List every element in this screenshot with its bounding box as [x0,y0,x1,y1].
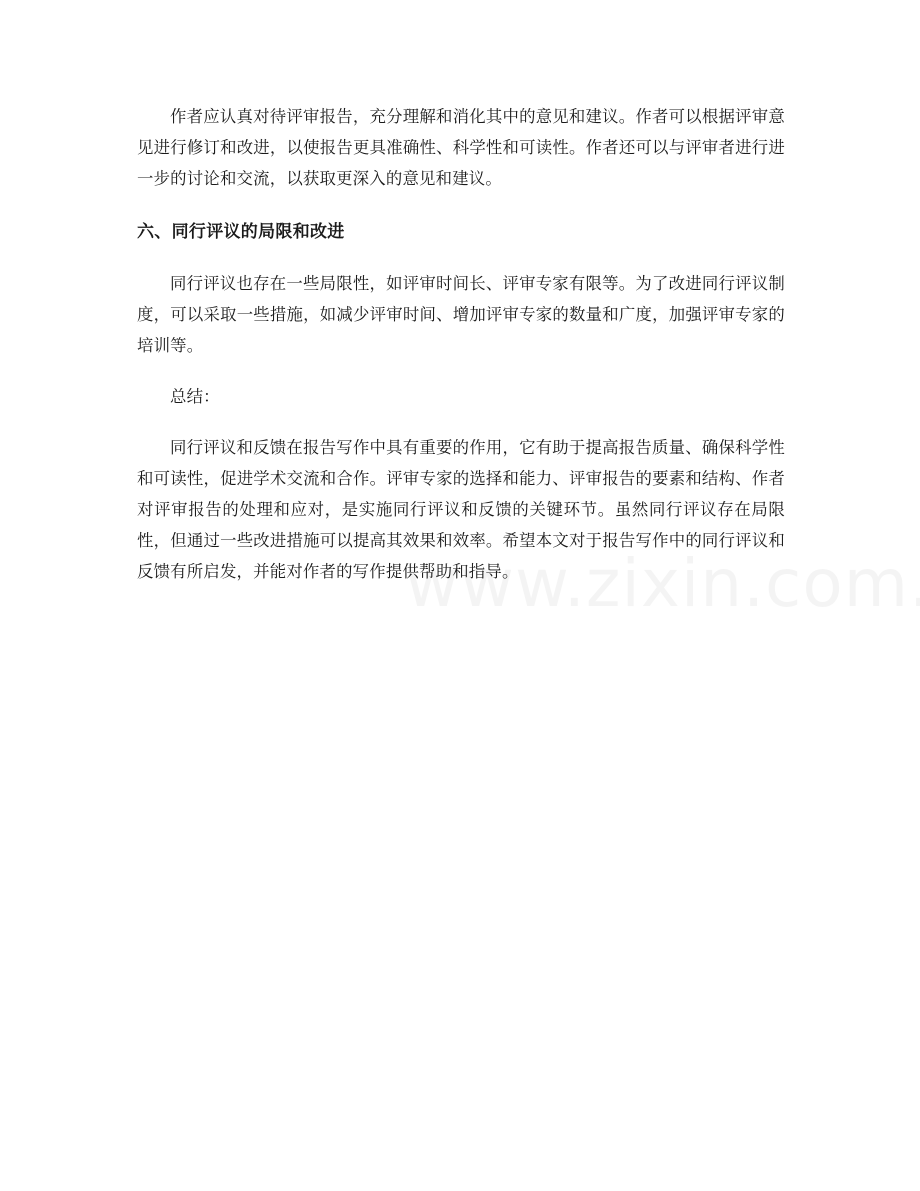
section-heading-6: 六、同行评议的局限和改进 [137,222,345,242]
document-body [137,101,785,587]
paragraph-author-response: 作者应认真对待评审报告，充分理解和消化其中的意见和建议。作者可以根据评审意见进行修订和改进，以使报告更具准确性、科学性和可读性。作者还可以与评审者进行进一步的讨论和交流，以获取更深入的意见和建议。 [137,107,785,188]
paragraph-summary: 同行评议和反馈在报告写作中具有重要的作用，它有助于提高报告质量、确保科学性和可读性，促进学术交流和合作。评审专家的选择和能力、评审报告的要素和结构、作者对评审报告的处理和应对，是实施同行评议和反馈的关键环节。虽然同行评议存在局限性，但通过一些改进措施可以提高其效果和效率。希望本文对于报告写作中的同行评议和反馈有所启发，并能对作者的写作提供帮助和指导。 [137,438,785,581]
summary-label: 总结： [170,387,220,406]
paragraph-limitations: 同行评议也存在一些局限性，如评审时间长、评审专家有限等。为了改进同行评议制度，可以采取一些措施，如减少评审时间、增加评审专家的数量和广度，加强评审专家的培训等。 [137,274,785,355]
